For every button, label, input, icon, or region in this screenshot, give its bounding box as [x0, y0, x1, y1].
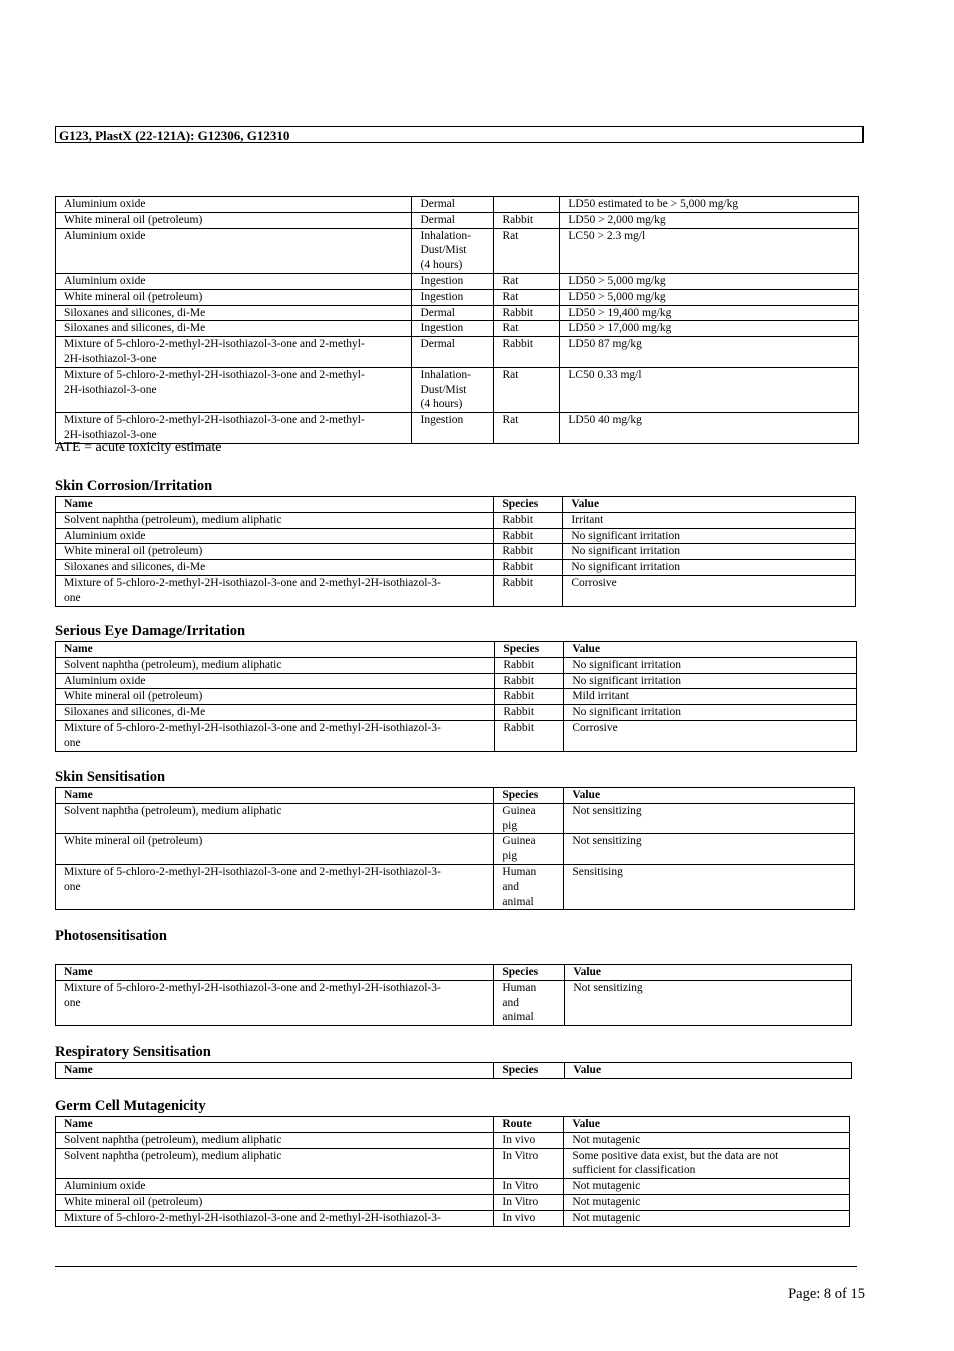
table-cell: Mixture of 5-chloro-2-methyl-2H-isothiazol-3-one and 2-methyl-2H-isothiazol-3- one: [56, 575, 494, 606]
table-cell: Aluminium oxide: [56, 273, 412, 289]
table-cell: Inhalation- Dust/Mist (4 hours): [412, 367, 494, 412]
table-header-row: [56, 1063, 852, 1079]
table-cell: Guinea pig: [494, 803, 564, 834]
table-row: [56, 212, 859, 228]
table-cell: Not mutagenic: [564, 1194, 850, 1210]
table-row: [56, 1148, 850, 1179]
column-header: Route: [494, 1117, 564, 1133]
table-cell: Rabbit: [494, 544, 563, 560]
table-cell: White mineral oil (petroleum): [56, 689, 495, 705]
table-row: [56, 289, 859, 305]
table-cell: Not mutagenic: [564, 1132, 850, 1148]
table-cell: Rabbit: [494, 512, 563, 528]
table-cell: Solvent naphtha (petroleum), medium aliphatic: [56, 512, 494, 528]
table-cell: Solvent naphtha (petroleum), medium aliphatic: [56, 803, 494, 834]
table-cell: Siloxanes and silicones, di-Me: [56, 705, 495, 721]
table-row: [56, 321, 859, 337]
table-cell: White mineral oil (petroleum): [56, 544, 494, 560]
table-cell: Ingestion: [412, 289, 494, 305]
table-cell: LC50 0.33 mg/l: [560, 367, 859, 412]
table-cell: No significant irritation: [564, 657, 857, 673]
table-cell: Dermal: [412, 337, 494, 368]
table-cell: Rabbit: [495, 720, 564, 751]
table-cell: Solvent naphtha (petroleum), medium aliphatic: [56, 1148, 494, 1179]
column-header: Species: [494, 965, 565, 981]
table-cell: LD50 > 5,000 mg/kg: [560, 273, 859, 289]
table-cell: Rabbit: [495, 657, 564, 673]
skin-sensitisation-table: [55, 787, 855, 910]
table-cell: Mixture of 5-chloro-2-methyl-2H-isothiazol-3-one and 2-methyl-2H-isothiazol-3-: [56, 1210, 494, 1226]
table-cell: Rat: [494, 273, 560, 289]
table-cell: No significant irritation: [563, 544, 856, 560]
table-cell: Irritant: [563, 512, 856, 528]
eye-damage-title: Serious Eye Damage/Irritation: [55, 623, 246, 639]
table-cell: In vivo: [494, 1210, 564, 1226]
table-cell: No significant irritation: [563, 528, 856, 544]
table-cell: Mild irritant: [564, 689, 857, 705]
table-row: [56, 512, 856, 528]
table-row: [56, 560, 856, 576]
table-cell: Ingestion: [412, 273, 494, 289]
table-row: [56, 1132, 850, 1148]
table-row: [56, 575, 856, 606]
column-header: Value: [565, 965, 852, 981]
column-header: Name: [56, 788, 494, 804]
table-header-row: [56, 1117, 850, 1133]
table-cell: LD50 > 5,000 mg/kg: [560, 289, 859, 305]
photosensitisation-title: Photosensitisation: [55, 928, 167, 944]
table-cell: White mineral oil (petroleum): [56, 212, 412, 228]
table-row: [56, 1210, 850, 1226]
table-cell: Rabbit: [494, 337, 560, 368]
table-header-row: [56, 788, 855, 804]
column-header: Value: [563, 497, 856, 513]
table-row: [56, 273, 859, 289]
table-cell: Ingestion: [412, 321, 494, 337]
table-cell: Mixture of 5-chloro-2-methyl-2H-isothiazol-3-one and 2-methyl- 2H-isothiazol-3-one: [56, 337, 412, 368]
column-header: Species: [494, 788, 564, 804]
column-header: Name: [56, 642, 495, 658]
table-cell: In Vitro: [494, 1148, 564, 1179]
skin-corrosion-title: Skin Corrosion/Irritation: [55, 478, 213, 494]
column-header: Value: [564, 788, 855, 804]
document-header-title: G123, PlastX (22-121A): G12306, G12310: [55, 126, 864, 143]
table-cell: Solvent naphtha (petroleum), medium aliphatic: [56, 657, 495, 673]
column-header: Name: [56, 1117, 494, 1133]
table-cell: Not sensitizing: [564, 803, 855, 834]
table-header-row: [56, 497, 856, 513]
column-header: Value: [565, 1063, 852, 1079]
table-row: [56, 864, 855, 909]
table-cell: Rabbit: [494, 212, 560, 228]
table-row: [56, 1179, 850, 1195]
table-cell: Dermal: [412, 197, 494, 213]
table-cell: In Vitro: [494, 1194, 564, 1210]
table-cell: Mixture of 5-chloro-2-methyl-2H-isothiazol-3-one and 2-methyl-2H-isothiazol-3- one: [56, 980, 494, 1025]
column-header: Species: [494, 497, 563, 513]
column-header: Value: [564, 1117, 850, 1133]
table-cell: Rabbit: [495, 705, 564, 721]
table-cell: White mineral oil (petroleum): [56, 289, 412, 305]
table-cell: In vivo: [494, 1132, 564, 1148]
table-cell: Guinea pig: [494, 834, 564, 865]
table-header-row: [56, 642, 857, 658]
table-cell: Inhalation- Dust/Mist (4 hours): [412, 228, 494, 273]
page-number: Page: 8 of 15: [788, 1286, 865, 1302]
table-row: [56, 305, 859, 321]
table-row: [56, 413, 859, 444]
table-row: [56, 803, 855, 834]
table-row: [56, 673, 857, 689]
table-cell: Corrosive: [563, 575, 856, 606]
germ-cell-title: Germ Cell Mutagenicity: [55, 1098, 206, 1114]
table-cell: Mixture of 5-chloro-2-methyl-2H-isothiazol-3-one and 2-methyl-2H-isothiazol-3- one: [56, 720, 495, 751]
table-cell: Rat: [494, 289, 560, 305]
table-cell: Rat: [494, 367, 560, 412]
table-cell: LD50 > 17,000 mg/kg: [560, 321, 859, 337]
table-cell: Siloxanes and silicones, di-Me: [56, 560, 494, 576]
column-header: Name: [56, 1063, 494, 1079]
acute-toxicity-table: [55, 196, 859, 444]
table-row: [56, 689, 857, 705]
column-header: Species: [495, 642, 564, 658]
table-cell: Rat: [494, 413, 560, 444]
photosensitisation-table: [55, 964, 852, 1026]
table-cell: Sensitising: [564, 864, 855, 909]
table-cell: White mineral oil (petroleum): [56, 834, 494, 865]
table-cell: Aluminium oxide: [56, 528, 494, 544]
ate-note: ATE = acute toxicity estimate: [55, 440, 222, 455]
table-cell: Aluminium oxide: [56, 1179, 494, 1195]
table-cell: Mixture of 5-chloro-2-methyl-2H-isothiazol-3-one and 2-methyl- 2H-isothiazol-3-one: [56, 367, 412, 412]
table-cell: No significant irritation: [564, 673, 857, 689]
table-row: [56, 367, 859, 412]
eye-damage-table: [55, 641, 857, 752]
table-cell: Not sensitizing: [565, 980, 852, 1025]
table-header-row: [56, 965, 852, 981]
table-cell: Rabbit: [494, 305, 560, 321]
table-row: [56, 705, 857, 721]
table-cell: Rabbit: [495, 689, 564, 705]
table-cell: LC50 > 2.3 mg/l: [560, 228, 859, 273]
table-cell: Rabbit: [495, 673, 564, 689]
respiratory-sensitisation-title: Respiratory Sensitisation: [55, 1044, 211, 1060]
table-row: [56, 228, 859, 273]
table-cell: Aluminium oxide: [56, 197, 412, 213]
table-cell: Human and animal: [494, 864, 564, 909]
table-cell: Not mutagenic: [564, 1210, 850, 1226]
germ-cell-mutagenicity-table: [55, 1116, 850, 1227]
footer-divider: [55, 1266, 857, 1267]
column-header: Species: [494, 1063, 565, 1079]
table-row: [56, 528, 856, 544]
respiratory-sensitisation-table: [55, 1062, 852, 1079]
table-cell: Human and animal: [494, 980, 565, 1025]
table-cell: LD50 > 2,000 mg/kg: [560, 212, 859, 228]
table-cell: LD50 87 mg/kg: [560, 337, 859, 368]
table-row: [56, 337, 859, 368]
table-cell: Rabbit: [494, 575, 563, 606]
table-cell: Dermal: [412, 212, 494, 228]
table-cell: Mixture of 5-chloro-2-methyl-2H-isothiazol-3-one and 2-methyl- 2H-isothiazol-3-one: [56, 413, 412, 444]
table-cell: Aluminium oxide: [56, 228, 412, 273]
table-cell: LD50 estimated to be > 5,000 mg/kg: [560, 197, 859, 213]
column-header: Name: [56, 965, 494, 981]
table-cell: Not mutagenic: [564, 1179, 850, 1195]
column-header: Name: [56, 497, 494, 513]
table-cell: LD50 > 19,400 mg/kg: [560, 305, 859, 321]
table-cell: In Vitro: [494, 1179, 564, 1195]
table-row: [56, 980, 852, 1025]
table-cell: White mineral oil (petroleum): [56, 1194, 494, 1210]
table-row: [56, 720, 857, 751]
table-cell: Dermal: [412, 305, 494, 321]
table-cell: Rat: [494, 321, 560, 337]
table-cell: Not sensitizing: [564, 834, 855, 865]
table-row: [56, 1194, 850, 1210]
column-header: Value: [564, 642, 857, 658]
skin-corrosion-table: [55, 496, 856, 607]
table-row: [56, 657, 857, 673]
table-cell: Mixture of 5-chloro-2-methyl-2H-isothiazol-3-one and 2-methyl-2H-isothiazol-3- one: [56, 864, 494, 909]
skin-sensitisation-title: Skin Sensitisation: [55, 769, 166, 785]
table-cell: No significant irritation: [564, 705, 857, 721]
table-cell: Corrosive: [564, 720, 857, 751]
table-cell: Siloxanes and silicones, di-Me: [56, 305, 412, 321]
table-cell: Siloxanes and silicones, di-Me: [56, 321, 412, 337]
table-cell: Solvent naphtha (petroleum), medium aliphatic: [56, 1132, 494, 1148]
table-cell: Rat: [494, 228, 560, 273]
table-cell: Rabbit: [494, 528, 563, 544]
table-cell: LD50 40 mg/kg: [560, 413, 859, 444]
table-cell: Aluminium oxide: [56, 673, 495, 689]
table-row: [56, 197, 859, 213]
table-cell: Ingestion: [412, 413, 494, 444]
table-cell: [494, 197, 560, 213]
table-cell: No significant irritation: [563, 560, 856, 576]
table-row: [56, 834, 855, 865]
table-cell: Some positive data exist, but the data are not sufficient for classification: [564, 1148, 850, 1179]
table-row: [56, 544, 856, 560]
table-cell: Rabbit: [494, 560, 563, 576]
